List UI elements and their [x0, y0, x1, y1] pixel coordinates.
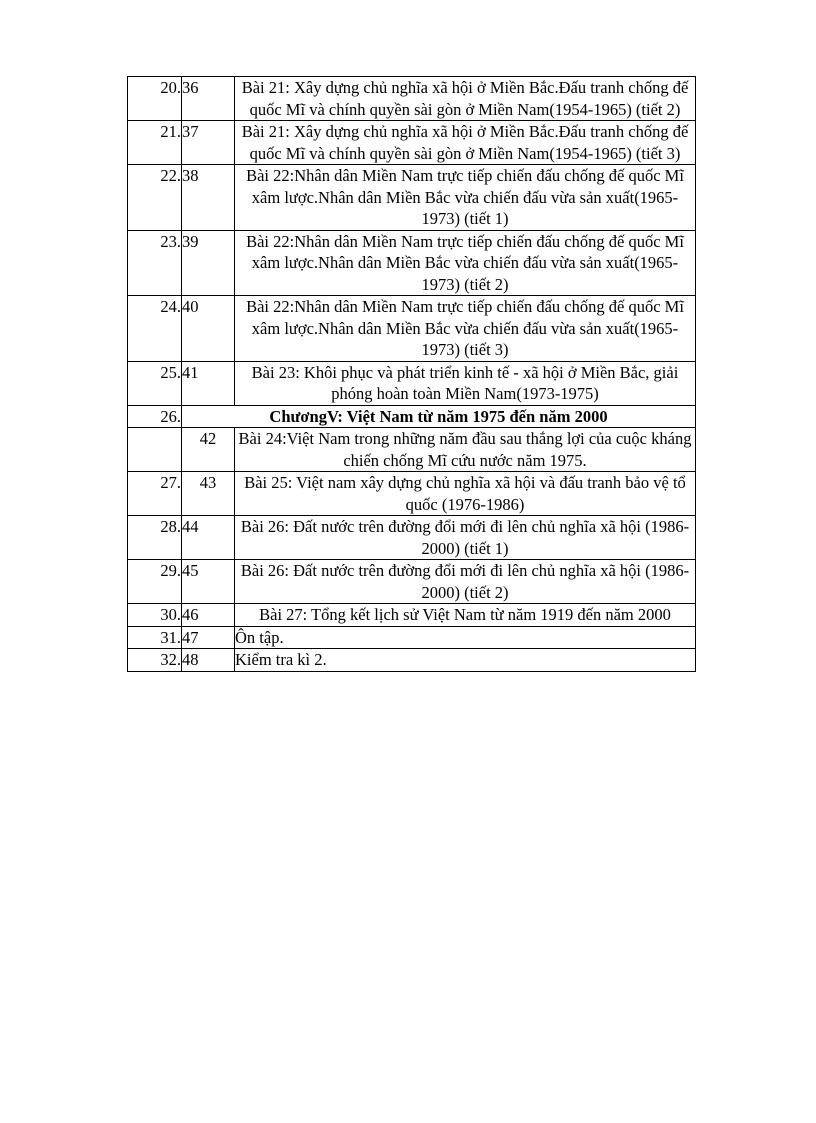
lesson-title: Bài 23: Khôi phục và phát triển kinh tế - xã hội ở Miền Bắc, giải phóng hoàn toàn Miền Nam(1973-1975): [235, 361, 696, 405]
table-row: [128, 296, 696, 362]
syllabus-table: [127, 76, 696, 672]
row-number: 28.: [128, 516, 182, 560]
period-number: 38: [182, 165, 235, 231]
table-row: [128, 472, 696, 516]
chapter-heading: ChươngV: Việt Nam từ năm 1975 đến năm 2000: [182, 405, 696, 428]
period-number: 37: [182, 121, 235, 165]
row-number: 20.: [128, 77, 182, 121]
table-row: [128, 361, 696, 405]
lesson-title: Bài 22:Nhân dân Miền Nam trực tiếp chiến đấu chống đế quốc Mĩ xâm lược.Nhân dân Miền Bắc vừa chiến đấu vừa sản xuất(1965-1973) (tiết 3): [235, 296, 696, 362]
period-number: 47: [182, 626, 235, 649]
period-number: 44: [182, 516, 235, 560]
lesson-title: Bài 24:Việt Nam trong những năm đầu sau thắng lợi của cuộc kháng chiến chống Mĩ cứu nước năm 1975.: [235, 428, 696, 472]
period-number: 46: [182, 604, 235, 627]
row-number: 27.: [128, 472, 182, 516]
row-number: 25.: [128, 361, 182, 405]
period-number: 42: [182, 428, 235, 472]
table-row: [128, 230, 696, 296]
lesson-title: Bài 21: Xây dựng chủ nghĩa xã hội ở Miền Bắc.Đấu tranh chống đế quốc Mĩ và chính quyền sài gòn ở Miền Nam(1954-1965) (tiết 3): [235, 121, 696, 165]
row-number: 32.: [128, 649, 182, 672]
table-row: [128, 626, 696, 649]
period-number: 43: [182, 472, 235, 516]
row-number: 31.: [128, 626, 182, 649]
lesson-title: Bài 27: Tổng kết lịch sử Việt Nam từ năm 1919 đến năm 2000: [235, 604, 696, 627]
row-number: 22.: [128, 165, 182, 231]
period-number: 45: [182, 560, 235, 604]
chapter-row: [128, 405, 696, 428]
lesson-title: Bài 22:Nhân dân Miền Nam trực tiếp chiến đấu chống đế quốc Mĩ xâm lược.Nhân dân Miền Bắc vừa chiến đấu vừa sản xuất(1965-1973) (tiết 2): [235, 230, 696, 296]
table-row: [128, 560, 696, 604]
lesson-title: Bài 22:Nhân dân Miền Nam trực tiếp chiến đấu chống đế quốc Mĩ xâm lược.Nhân dân Miền Bắc vừa chiến đấu vừa sản xuất(1965-1973) (tiết 1): [235, 165, 696, 231]
table-row: [128, 165, 696, 231]
period-number: 39: [182, 230, 235, 296]
lesson-title: Bài 25: Việt nam xây dựng chủ nghĩa xã hội và đấu tranh bảo vệ tổ quốc (1976-1986): [235, 472, 696, 516]
row-number: 29.: [128, 560, 182, 604]
lesson-title: Kiểm tra kì 2.: [235, 649, 696, 672]
period-number: 36: [182, 77, 235, 121]
table-row: [128, 121, 696, 165]
lesson-title: Bài 21: Xây dựng chủ nghĩa xã hội ở Miền Bắc.Đấu tranh chống đế quốc Mĩ và chính quyền sài gòn ở Miền Nam(1954-1965) (tiết 2): [235, 77, 696, 121]
row-number: 26.: [128, 405, 182, 428]
table-row: [128, 428, 696, 472]
lesson-title: Bài 26: Đất nước trên đường đổi mới đi lên chủ nghĩa xã hội (1986-2000) (tiết 2): [235, 560, 696, 604]
table-row: [128, 649, 696, 672]
table-row: [128, 77, 696, 121]
row-number: 23.: [128, 230, 182, 296]
lesson-title: Ôn tập.: [235, 626, 696, 649]
row-number: 30.: [128, 604, 182, 627]
row-number: [128, 428, 182, 472]
period-number: 48: [182, 649, 235, 672]
row-number: 21.: [128, 121, 182, 165]
row-number: 24.: [128, 296, 182, 362]
period-number: 41: [182, 361, 235, 405]
lesson-title: Bài 26: Đất nước trên đường đổi mới đi lên chủ nghĩa xã hội (1986-2000) (tiết 1): [235, 516, 696, 560]
table-row: [128, 516, 696, 560]
period-number: 40: [182, 296, 235, 362]
table-row: [128, 604, 696, 627]
